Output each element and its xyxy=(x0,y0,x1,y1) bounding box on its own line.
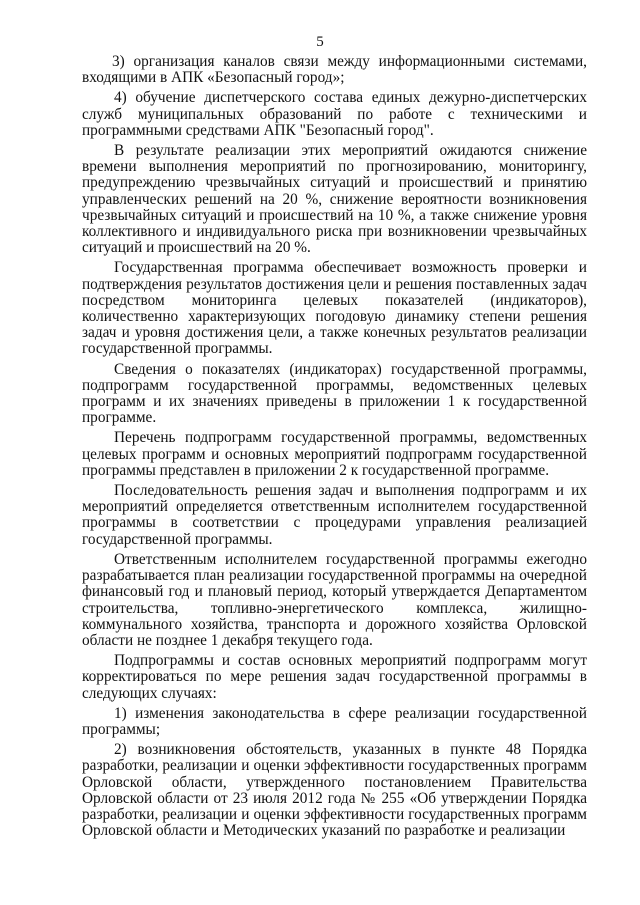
paragraph: В результате реализации этих мероприятий ожидаются снижение времени выполнения мероприятий по прогнозированию, мониторингу, предупреждению чрезвычайных ситуаций и происшествий и принятию управленческих решений на 20 %, снижение вероятности возникновения чрезвычайных ситуаций и происшествий на 10 %, а также снижение уровня коллективного и индивидуального риска при возникновении чрезвычайных ситуаций и происшествий на 20 %. xyxy=(82,142,587,257)
page-number: 5 xyxy=(316,34,324,50)
document-body xyxy=(82,54,587,843)
paragraph: Государственная программа обеспечивает возможность проверки и подтверждения результатов достижения цели и решения поставленных задач посредством мониторинга целевых показателей (индикаторов), количественно характеризующих погодовую динамику степени решения задач и уровня достижения цели, а также конечных результатов реализации государственной программы. xyxy=(82,259,587,358)
paragraph: 2) возникновения обстоятельств, указанных в пункте 48 Порядка разработки, реализации и оценки эффективности государственных программ Орловской области, утвержденного постановлением Правительства Орловской области от 23 июля 2012 года № 255 «Об утверждении Порядка разработки, реализации и оценки эффективности государственных программ Орловской области и Методических указаний по разработке и реализации xyxy=(82,741,587,840)
paragraph: Подпрограммы и состав основных мероприятий подпрограмм могут корректироваться по мере решения задач государственной программы в следующих случаях: xyxy=(82,652,587,702)
paragraph: Ответственным исполнителем государственной программы ежегодно разрабатывается план реализации государственной программы на очередной финансовый год и плановый период, который утверждается Департаментом строительства, топливно-энергетического комплекса, жилищно-коммунального хозяйства, транспорта и дорожного хозяйства Орловской области не позднее 1 декабря текущего года. xyxy=(82,550,587,649)
paragraph: 3) организация каналов связи между информационными системами, входящими в АПК «Безопасный город»; xyxy=(82,53,587,87)
paragraph: 4) обучение диспетчерского состава единых дежурно-диспетчерских служб муниципальных образований по работе с техническими и программными средствами АПК "Безопасный город". xyxy=(82,89,587,139)
paragraph: Последовательность решения задач и выполнения подпрограмм и их мероприятий определяется ответственным исполнителем государственной программы в соответствии с процедурами управления реализацией государственной программы. xyxy=(82,482,587,548)
paragraph: 1) изменения законодательства в сфере реализации государственной программы; xyxy=(82,704,587,738)
paragraph: Перечень подпрограмм государственной программы, ведомственных целевых программ и основных мероприятий подпрограмм государственной программы представлен в приложении 2 к государственной программе. xyxy=(82,429,587,479)
paragraph: Сведения о показателях (индикаторах) государственной программы, подпрограмм государственной программы, ведомственных целевых программ и их значениях приведены в приложении 1 к государственной программе. xyxy=(82,360,587,427)
